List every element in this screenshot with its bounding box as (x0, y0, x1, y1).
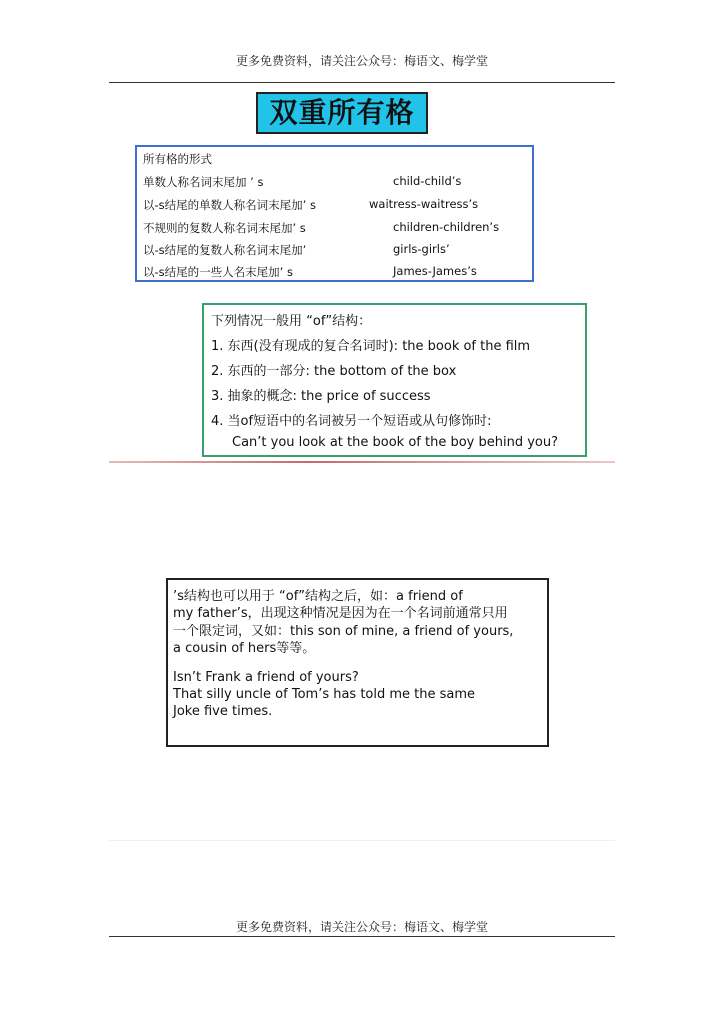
form-example: child-child’s (393, 174, 462, 188)
page-header: 更多免费资料，请关注公众号：梅语文、梅学堂 (235, 54, 488, 68)
form-example: children-children’s (393, 220, 500, 234)
s-structure-line: ’s结构也可以用于 “of”结构之后，如：a friend of (173, 589, 463, 604)
of-structure-item: 1. 东西(没有现成的复合名词时): the book of the film (211, 339, 531, 354)
footer-rule (109, 936, 615, 937)
possessive-form-row (143, 264, 528, 282)
s-structure-line: 一个限定词，又如：this son of mine, a friend of yours, (173, 624, 514, 639)
of-structure-heading: 下列情况一般用 “of”结构： (211, 314, 372, 329)
possessive-form-row (143, 242, 528, 260)
form-rule: 以-s结尾的复数人称名词末尾加’ (143, 243, 307, 257)
possessive-form-row (143, 220, 528, 238)
possessive-form-row (143, 197, 528, 215)
s-structure-example: Isn’t Frank a friend of yours? (173, 670, 359, 685)
form-example: James-James’s (393, 264, 477, 278)
light-divider (109, 840, 615, 841)
possessive-forms-box (135, 145, 534, 282)
form-rule: 不规则的复数人称名词末尾加’ s (143, 221, 306, 235)
form-rule: 以-s结尾的一些人名末尾加’ s (143, 265, 293, 279)
possessive-form-row (143, 174, 528, 192)
of-structure-item: 3. 抽象的概念: the price of success (211, 389, 431, 404)
section-title: 双重所有格 (256, 92, 428, 134)
s-structure-example: That silly uncle of Tom’s has told me the same (173, 687, 476, 702)
s-structure-line: a cousin of hers等等。 (173, 641, 316, 656)
of-structure-example: Can’t you look at the book of the boy behind you? (232, 435, 558, 450)
of-structure-item: 4. 当of短语中的名词被另一个短语或从句修饰时: (211, 414, 492, 429)
possessive-forms-heading: 所有格的形式 (143, 152, 212, 166)
form-example: girls-girls’ (393, 242, 450, 256)
section-divider (109, 461, 615, 463)
of-structure-box (202, 303, 587, 457)
of-structure-item: 2. 东西的一部分: the bottom of the box (211, 364, 457, 379)
s-structure-box (166, 578, 549, 747)
form-rule: 单数人称名词末尾加 ’ s (143, 175, 264, 189)
form-example: waitress-waitress’s (369, 197, 479, 211)
page-footer: 更多免费资料，请关注公众号：梅语文、梅学堂 (235, 920, 488, 934)
s-structure-example: Joke five times. (173, 704, 273, 719)
header-rule (109, 82, 615, 83)
form-rule: 以-s结尾的单数人称名词末尾加’ s (143, 198, 316, 212)
s-structure-line: my father’s，出现这种情况是因为在一个名词前通常只用 (173, 606, 508, 621)
